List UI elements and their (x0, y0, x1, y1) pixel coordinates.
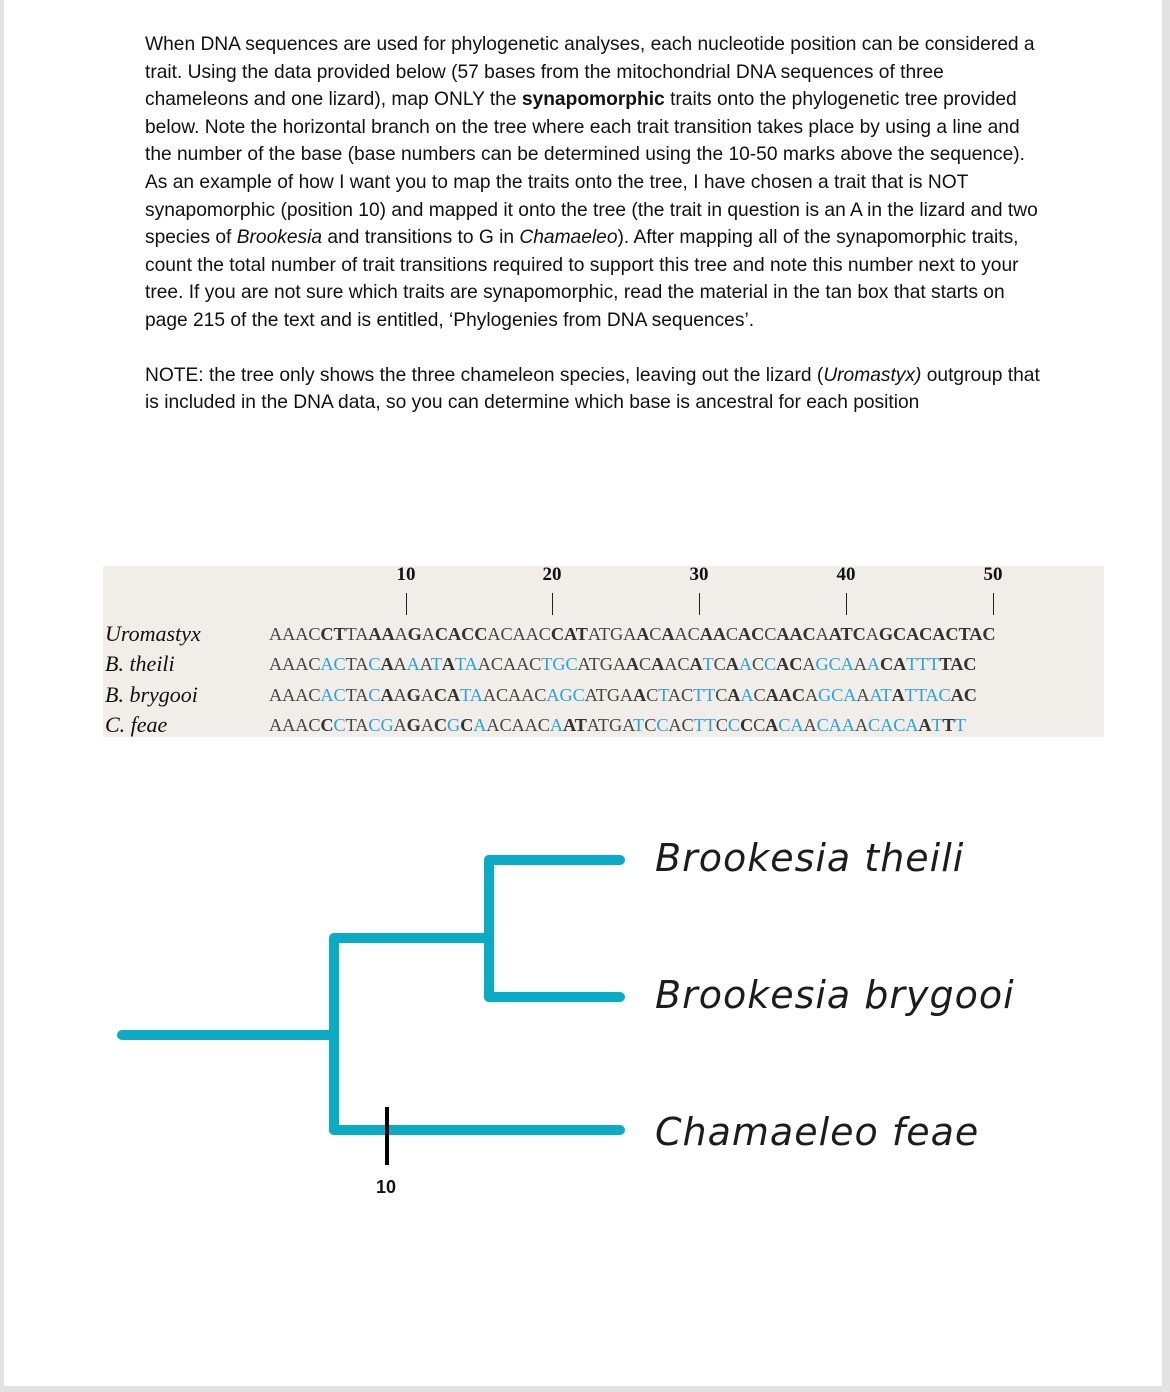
taxon-label: Chamaeleo feae (655, 1110, 980, 1154)
sequence-row: AAACACTACAAGACATAACAACAGCATGAACTACTTCAACAACAGCAAATATTACAC (269, 685, 977, 705)
tick-label: 20 (542, 564, 562, 585)
species-label: B. brygooi (105, 682, 198, 707)
species-label: B. theili (105, 651, 175, 676)
bold-term: synapomorphic (521, 89, 665, 111)
species-label: Uromastyx (105, 621, 201, 646)
trait-number: 10 (375, 1177, 397, 1197)
tick-label: 50 (983, 564, 1003, 585)
tick-label: 30 (689, 564, 709, 585)
sequence-row: AAACACTACAAAATATAACAACTGCATGAACAACATCAACCACAGCAAACATTTTAC (269, 654, 977, 674)
tick-label: 10 (396, 564, 416, 585)
phylogenetic-tree (4, 0, 1162, 1386)
sequence-row: AAACCTTAAAAGACACCACAACCATATGAACAACAACACCAACAATCAGCACACTAC (269, 624, 996, 644)
document-page (4, 0, 1162, 1386)
sequence-row: AAACCCTACGAGACGCAACAACAATATGATCCACTTCCCCACAACAAACACAATTT (269, 715, 966, 735)
instructions-note: NOTE: the tree only shows the three chameleon species, leaving out the lizard (Uromastyx) outgroup that is included in the DNA data, so you can determine which base is ancestral for each position (145, 364, 1040, 414)
taxon-label: Brookesia theili (655, 836, 965, 880)
taxon-label: Brookesia brygooi (655, 973, 1015, 1017)
tick-label: 40 (836, 564, 856, 585)
instructions-paragraph-1: When DNA sequences are used for phylogenetic analyses, each nucleotide position can be considered a trait. Using the data provided below (57 bases from the mitochondrial DNA sequences of three chameleons and one lizard), map ONLY the synapomorphic traits onto the phylogenetic tree provided below. Note the horizontal branch on the tree where each trait transition takes place by using a line and the number of the base (base numbers can be determined using the 10-50 marks above the sequence). As an example of how I want you to map the traits onto the tree, I have chosen a trait that is NOT synapomorphic (position 10) and mapped it onto the tree (the trait in question is an A in the lizard and two species of Brookesia and transitions to G in Chamaeleo). After mapping all of the synapomorphic traits, count the total number of trait transitions required to support this tree and note this number next to your tree. If you are not sure which traits are synapomorphic, read the material in the tan box that starts on page 215 of the text and is entitled, ‘Phylogenies from DNA sequences’. (145, 34, 1038, 331)
species-label: C. feae (105, 712, 168, 737)
